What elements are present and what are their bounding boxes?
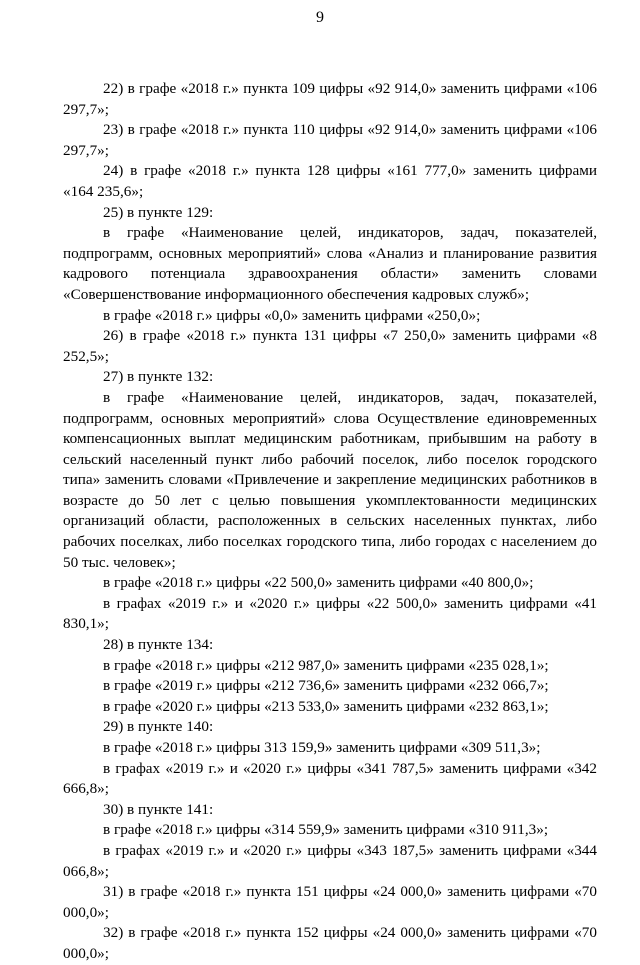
- paragraph-item-27: 27) в пункте 132:: [103, 368, 214, 386]
- paragraph-item-27-name: в графе «Наименование целей, индикаторов, задач, показателей, подпрограмм, основных мероприятий» слова Осуществление единовременных компенсационных выплат медицинским работникам, прибывшим на работу в сельский населенный пункт либо рабочий поселок, либо поселок городского типа» заменить словами «Привлечение и закрепление медицинских работников в возрасте до 50 лет с целью повышения укомплектованности медицинских организаций области, расположенных в сельских населенных пунктах, либо рабочих поселках, либо поселках городского типа, либо городах с населением до 50 тыс. человек»;: [63, 388, 597, 571]
- paragraph-item-31: 31) в графе «2018 г.» пункта 151 цифры «24 000,0» заменить цифрами «70 000,0»;: [63, 883, 597, 921]
- paragraph-item-28-2020: в графе «2020 г.» цифры «213 533,0» заменить цифрами «232 863,1»;: [103, 697, 549, 715]
- paragraph-item-22: 22) в графе «2018 г.» пункта 109 цифры «92 914,0» заменить цифрами «106 297,7»;: [63, 80, 597, 118]
- paragraph-item-25-2018: в графе «2018 г.» цифры «0,0» заменить цифрами «250,0»;: [103, 306, 481, 324]
- paragraph-item-30-2019-2020: в графах «2019 г.» и «2020 г.» цифры «343 187,5» заменить цифрами «344 066,8»;: [63, 841, 597, 880]
- paragraph-item-23: 23) в графе «2018 г.» пункта 110 цифры «92 914,0» заменить цифрами «106 297,7»;: [63, 121, 597, 159]
- paragraph-item-29: 29) в пункте 140:: [103, 718, 214, 736]
- paragraph-item-25-name: в графе «Наименование целей, индикаторов, задач, показателей, подпрограмм, основных мероприятий» слова «Анализ и планирование развития кадрового потенциала здравоохранения области» заменить словами «Совершенствование информационного обеспечения кадровых служб»;: [63, 224, 597, 303]
- paragraph-item-29-2018: в графе «2018 г.» цифры 313 159,9» заменить цифрами «309 511,3»;: [103, 739, 541, 756]
- paragraph-item-30-2018: в графе «2018 г.» цифры «314 559,9» заменить цифрами «310 911,3»;: [103, 821, 549, 839]
- document-body: [63, 79, 597, 965]
- paragraph-item-28: 28) в пункте 134:: [103, 636, 214, 654]
- paragraph-item-26: 26) в графе «2018 г.» пункта 131 цифры «7 250,0» заменить цифрами «8 252,5»;: [63, 327, 597, 365]
- paragraph-item-25: 25) в пункте 129:: [103, 203, 214, 221]
- paragraph-item-27-2018: в графе «2018 г.» цифры «22 500,0» заменить цифрами «40 800,0»;: [103, 574, 534, 592]
- paragraph-item-29-2019-2020: в графах «2019 г.» и «2020 г.» цифры «341 787,5» заменить цифрами «342 666,8»;: [63, 759, 597, 798]
- paragraph-item-28-2019: в графе «2019 г.» цифры «212 736,6» заменить цифрами «232 066,7»;: [103, 677, 549, 695]
- paragraph-item-28-2018: в графе «2018 г.» цифры «212 987,0» заменить цифрами «235 028,1»;: [103, 656, 549, 674]
- paragraph-item-27-2019-2020: в графах «2019 г.» и «2020 г.» цифры «22 500,0» заменить цифрами «41 830,1»;: [63, 594, 597, 633]
- paragraph-item-32: 32) в графе «2018 г.» пункта 152 цифры «24 000,0» заменить цифрами «70 000,0»;: [63, 924, 597, 962]
- page-number: 9: [316, 9, 324, 26]
- paragraph-item-24: 24) в графе «2018 г.» пункта 128 цифры «161 777,0» заменить цифрами «164 235,6»;: [63, 162, 597, 200]
- paragraph-item-30: 30) в пункте 141:: [103, 800, 214, 818]
